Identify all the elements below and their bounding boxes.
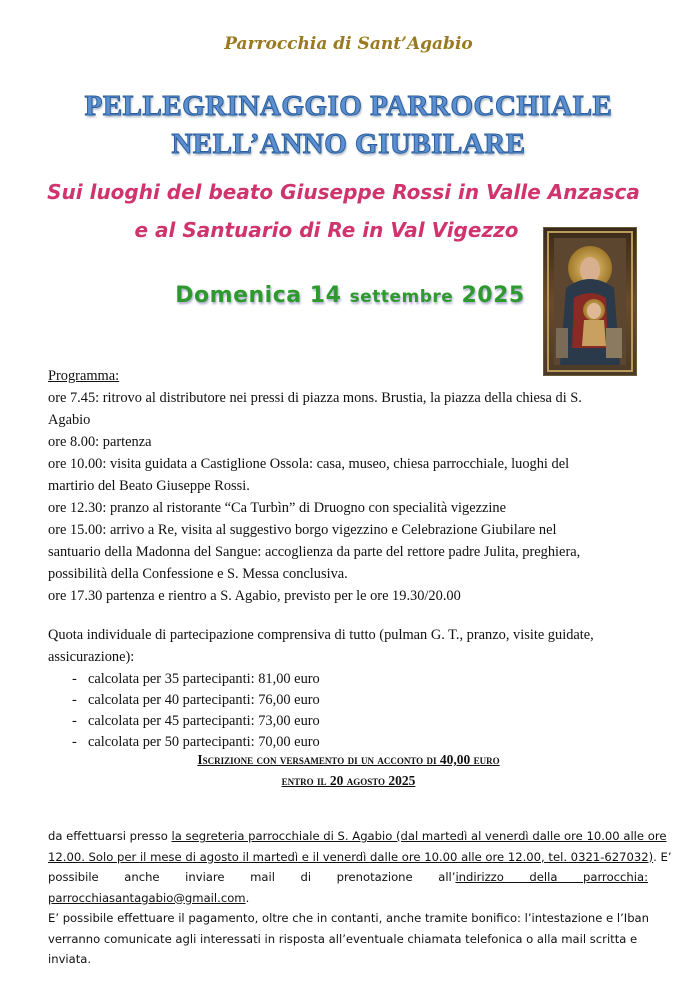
bullet-dash: - xyxy=(72,671,77,687)
date-month: settembre xyxy=(349,287,454,307)
program-line: ore 8.00: partenza xyxy=(48,434,152,450)
program-heading: Programma: xyxy=(48,368,120,384)
program-line: santuario della Madonna del Sangue: accoglienza da parte del rettore padre Julita, preghiera, xyxy=(48,544,581,560)
parish-name: Parrocchia di Sant’Agabio xyxy=(224,34,473,54)
price-item xyxy=(48,668,648,689)
bullet-dash: - xyxy=(72,713,77,729)
subtitle-line-1: Sui luoghi del beato Giuseppe Rossi in Valle Anzasca xyxy=(47,180,640,204)
info-text: possibile anche inviare mail di prenotazione all’ xyxy=(48,870,456,884)
price-item-text: calcolata per 50 partecipanti: 70,00 euro xyxy=(88,734,320,750)
enrollment-line-2: entro il 20 agosto 2025 xyxy=(281,773,416,788)
event-date xyxy=(160,283,540,308)
email-link[interactable]: parrocchiasantagabio@gmail.com xyxy=(48,890,246,905)
quota-intro-line-1: Quota individuale di partecipazione comprensiva di tutto (pulman G. T., pranzo, visite guidate, xyxy=(48,627,594,643)
price-item-text: calcolata per 45 partecipanti: 73,00 euro xyxy=(88,713,320,729)
price-item-text: calcolata per 40 partecipanti: 76,00 euro xyxy=(88,692,320,708)
price-item xyxy=(48,710,648,731)
title-line-2: NELL’ANNO GIUBILARE xyxy=(171,128,526,160)
bullet-dash: - xyxy=(72,692,77,708)
program-line: martirio del Beato Giuseppe Rossi. xyxy=(48,478,250,494)
info-line-4 xyxy=(48,888,648,909)
subtitle-line-2: e al Santuario di Re in Val Vigezzo xyxy=(134,218,519,242)
program-section xyxy=(48,365,648,607)
enrollment-line-1: Iscrizione con versamento di un acconto di 40,00 euro xyxy=(197,752,500,767)
program-line: possibilità della Confessione e S. Messa conclusiva. xyxy=(48,566,348,582)
info-text: da effettuarsi presso xyxy=(48,829,172,843)
quota-section xyxy=(48,624,648,752)
info-line-1 xyxy=(48,826,667,847)
info-line-6: verranno comunicate agli interessati in risposta all’eventuale chiamata telefonica o alla mail scritta e xyxy=(48,931,638,946)
program-line: ore 7.45: ritrovo al distributore nei pressi di piazza mons. Brustia, la piazza della chiesa di S. xyxy=(48,390,582,406)
madonna-painting-image xyxy=(543,227,637,376)
secretary-hours-cont: 12.00. Solo per il mese di agosto il martedì e il venerdì dalle ore 10.00 alle ore 12.00, tel. 0321-627032) xyxy=(48,849,654,864)
date-day: Domenica 14 xyxy=(175,283,342,308)
info-line-7: inviata. xyxy=(48,952,92,966)
secretary-hours: la segreteria parrocchiale di S. Agabio (dal martedì al venerdì dalle ore 10.00 alle ore xyxy=(171,829,667,843)
price-item xyxy=(48,689,648,710)
parish-address-label: indirizzo della parrocchia: xyxy=(455,870,648,884)
date-year: 2025 xyxy=(461,283,525,308)
program-line: ore 12.30: pranzo al ristorante “Ca Turbìn” di Druogno con specialità vigezzine xyxy=(48,500,506,516)
program-line: ore 15.00: arrivo a Re, visita al suggestivo borgo vigezzino e Celebrazione Giubilare nel xyxy=(48,522,557,538)
program-line: Agabio xyxy=(48,412,91,428)
program-line: ore 17.30 partenza e rientro a S. Agabio, previsto per le ore 19.30/20.00 xyxy=(48,588,461,604)
price-item xyxy=(48,731,648,752)
bullet-dash: - xyxy=(72,734,77,750)
info-text: . E’ xyxy=(653,849,672,864)
title-line-1: PELLEGRINAGGIO PARROCCHIALE xyxy=(84,90,613,122)
price-item-text: calcolata per 35 partecipanti: 81,00 euro xyxy=(88,671,320,687)
info-line-2 xyxy=(48,847,672,868)
info-text: . xyxy=(245,890,250,905)
info-section xyxy=(48,826,672,970)
info-line-3 xyxy=(48,867,648,888)
info-line-5: E’ possibile effettuare il pagamento, oltre che in contanti, anche tramite bonifico: l’intestazione e l’Iban xyxy=(48,911,650,925)
price-list xyxy=(48,668,648,752)
program-line: ore 10.00: visita guidata a Castiglione Ossola: casa, museo, chiesa parrocchiale, luoghi del xyxy=(48,456,570,472)
quota-intro-line-2: assicurazione): xyxy=(48,649,135,665)
